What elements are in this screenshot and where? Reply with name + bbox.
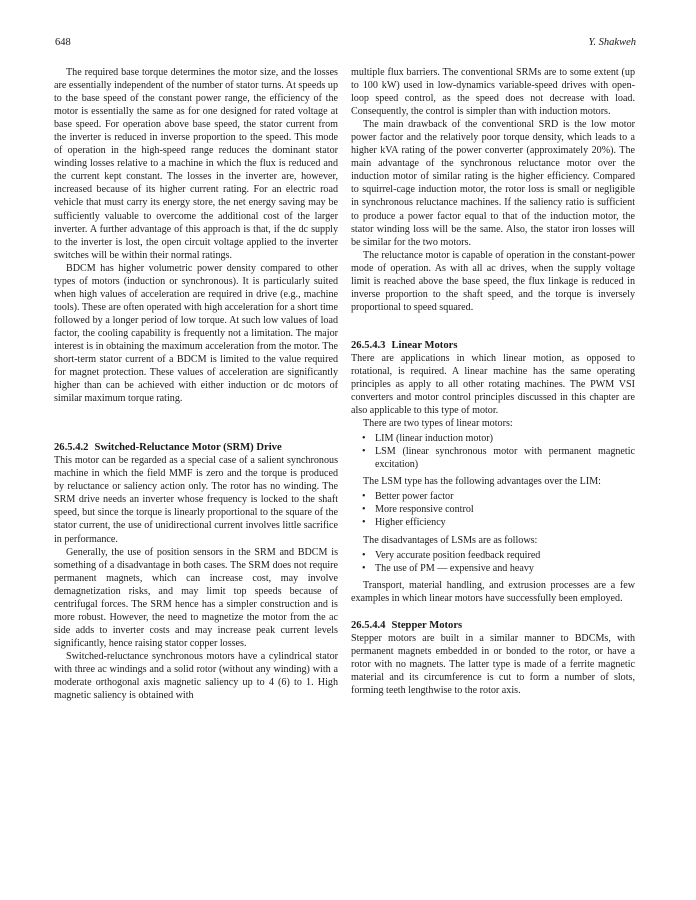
section-title: Switched-Reluctance Motor (SRM) Drive xyxy=(94,442,282,454)
paragraph: Generally, the use of position sensors in the SRM and BDCM is something of a disadvantage in both cases. The SRM does not require permanent magnets, which can increase cost, may involve demagnetization risks, and may limit top speeds because of centrifugal forces. The SRM hence has a simpler construction and is more robust. However, the need to magnetize the motor from the ac side adds to inverter costs and may increase peak current levels significantly, hence raising stator copper losses. xyxy=(54,546,338,649)
paragraph: There are applications in which linear motion, as opposed to rotational, is required. A linear machine has the same operating principles as apply to all other rotating machines. The PWM VSI converters and motor control principles discussed in this chapter are also applicable to this type of motor. xyxy=(351,352,635,417)
right-column xyxy=(351,66,635,697)
list-item: • LSM (linear synchronous motor with permanent magnetic excitation) xyxy=(351,445,635,471)
section-number: 26.5.4.3 xyxy=(351,339,386,351)
paragraph: Transport, material handling, and extrusion processes are a few examples in which linear motors have successfully been employed. xyxy=(351,579,635,604)
paragraph: The required base torque determines the motor size, and the losses are essentially independent of the number of stator turns. At speeds up to the base speed of the constant power range, the efficiency of the motor is essentially the same as for one designed for rated voltage at base speed. For operation above base speed, the stator current from the inverter is reduced in inverse proportion to the speed. This mode of operation in the high-speed range reduces the dominant stator winding losses relative to a machine in which the flux is reduced and the current kept constant. The losses in the inverter are, however, increased because of its higher current rating. For an electric road vehicle that must carry its energy store, the net energy saving may be sufficiently valuable to overcome the additional cost of the larger inverter. A further advantage of this approach is that, if the dc supply to the inverter is lost, the open circuit voltage applied to the inverter switches will be within their normal ratings. xyxy=(54,67,338,261)
section-heading-stepper-motors xyxy=(351,619,635,632)
list-item: • Higher efficiency xyxy=(351,516,635,529)
list-item: • Better power factor xyxy=(351,490,635,503)
paragraph: BDCM has higher volumetric power density compared to other types of motors (induction or synchronous). It is particularly suited when high values of acceleration are required in drive (e.g., machine tools). These are often operated with high acceleration for a short time followed by a longer period of low torque. At such low values of load factor, the cooling capability is frequently not a limitation. The major interest is in obtaining the maximum acceleration from the motor. The short-term stator current of a BDCM is limited to the value required for magnet protection. These values of acceleration are significantly higher than can be achieved with either induction or dc motors of similar maximum torque rating. xyxy=(54,262,339,405)
paragraph: The disadvantages of LSMs are as follows: xyxy=(363,534,538,546)
paragraph: Switched-reluctance synchronous motors have a cylindrical stator with three ac windings and a solid rotor (without any winding) with a moderate orthogonal axis magnetic saliency up to 4 (6) to 1. High magnetic saliency is obtained with xyxy=(54,650,338,702)
paragraph: Stepper motors are built in a similar manner to BDCMs, with permanent magnets embedded in or bonded to the rotor, or have a rotor with no magnets. The latter type is made of a ferrite magnetic material and its circumference is cut to form a number of slots, forming teeth lengthwise to the rotor axis. xyxy=(351,632,635,696)
list-item: • The use of PM — expensive and heavy xyxy=(351,562,635,575)
section-number: 26.5.4.4 xyxy=(351,619,386,631)
paragraph: multiple flux barriers. The conventional SRMs are to some extent (up to 100 kW) used in low-dynamics variable-speed drives with open-loop speed control, as the speed does not decrease with load. Consequently, the control is simpler than with induction motors. xyxy=(351,67,635,118)
linear-motor-types-list xyxy=(351,432,635,471)
list-item: • Very accurate position feedback required xyxy=(351,549,635,562)
list-item: • LIM (linear induction motor) xyxy=(351,432,635,445)
paragraph: The main drawback of the conventional SRD is the low motor power factor and the relatively poor torque density, which leads to a higher kVA rating of the power converter (approximately 20%). The main advantage of the synchronous reluctance motor over the induction motor of similar rating is the higher efficiency. Compared to squirrel-cage induction motor, the rotor loss is small or negligible in synchronous reluctance machines. If the saliency ratio is sufficient to produce a power factor equal to that of the induction motor, the stator winding loss will be the same. Also, the stator iron losses will be similar for the two motors. xyxy=(351,119,635,248)
paragraph: The LSM type has the following advantages over the LIM: xyxy=(363,476,601,488)
paragraph: The reluctance motor is capable of operation in the constant-power mode of operation. As with all ac drives, when the supply voltage limit is reached above the base speed, the flux linkage is reduced in inverse proportion to the shaft speed, and the torque is inversely proportional to speed squared. xyxy=(351,249,635,313)
section-number: 26.5.4.2 xyxy=(54,442,89,454)
advantages-list xyxy=(351,490,635,529)
section-title: Stepper Motors xyxy=(391,619,463,631)
running-header-author: Y. Shakweh xyxy=(588,37,636,48)
paragraph: There are two types of linear motors: xyxy=(363,418,513,430)
list-item: • More responsive control xyxy=(351,503,635,516)
section-title: Linear Motors xyxy=(391,339,458,351)
section-heading-srm xyxy=(54,441,338,454)
paragraph: This motor can be regarded as a special case of a salient synchronous machine in which the field MMF is zero and the torque is produced by reluctance or saliency action only. The rotor has no winding. The SRM drive needs an inverter whose frequency is locked to the shaft speed, but since the torque is linearly proportional to the square of the stator current, the use of unidirectional current involves little sacrifice in performance. xyxy=(54,455,338,545)
section-heading-linear-motors xyxy=(351,339,635,352)
left-column xyxy=(54,66,338,702)
page-number: 648 xyxy=(55,37,71,48)
disadvantages-list xyxy=(351,549,635,575)
